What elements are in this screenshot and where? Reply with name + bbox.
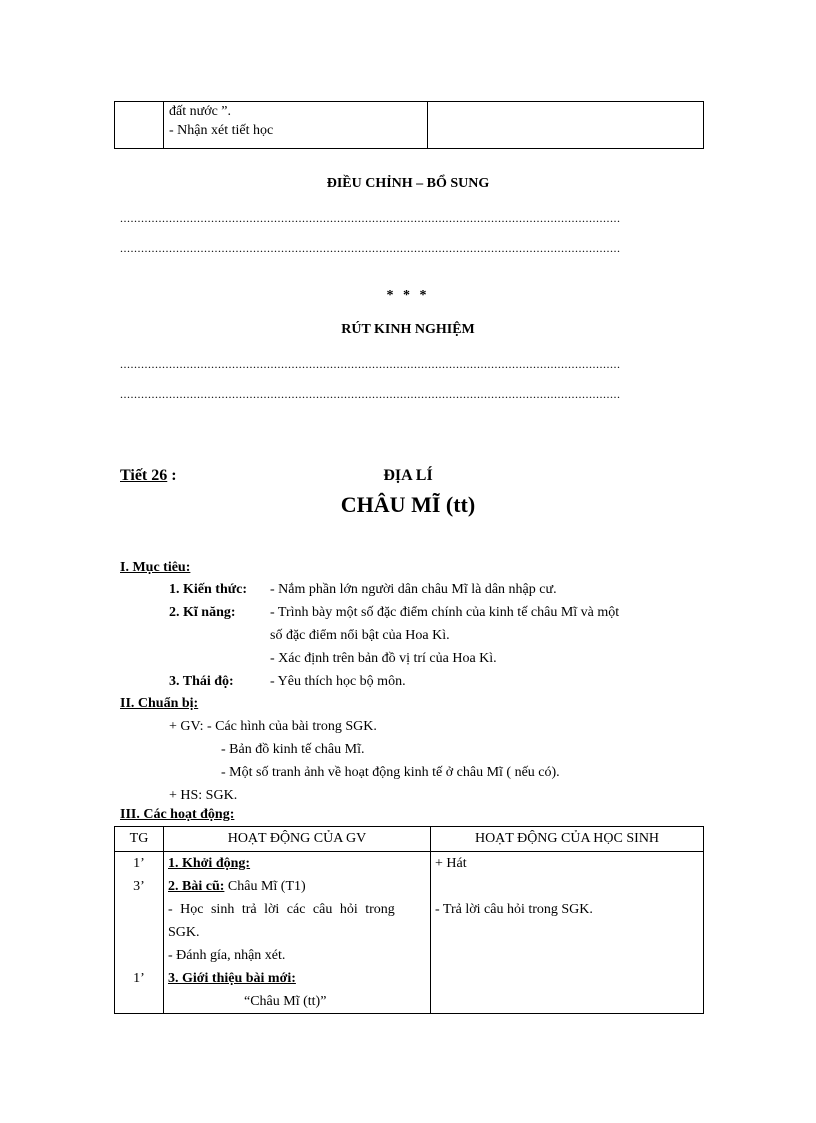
activities-heading-text: III. Các hoạt động: xyxy=(120,807,235,822)
gv-step: - Đánh gía, nhận xét. xyxy=(168,948,286,963)
intro-text: “Châu Mĩ (tt)” xyxy=(244,994,327,1009)
attitude-label: 3. Thái độ: xyxy=(169,674,234,689)
gv-step: SGK. xyxy=(168,925,200,940)
skills-text: - Xác định trên bản đồ vị trí của Hoa Kì. xyxy=(270,651,497,666)
skills-text: - Trình bày một số đặc điểm chính của kinh tế châu Mĩ và một xyxy=(270,605,620,620)
review-text: Châu Mĩ (T1) xyxy=(224,879,306,894)
prep-hs: + HS: SGK. xyxy=(169,788,238,803)
dotted-line: ............................................................................................................................................... xyxy=(120,387,621,401)
cell-line: đất nước ”. xyxy=(169,104,232,119)
tg-value: 1’ xyxy=(133,856,145,871)
adjust-title: ĐIỀU CHỈNH – BỔ SUNG xyxy=(326,176,490,191)
activities-table xyxy=(114,826,704,1014)
tg-value: 1’ xyxy=(133,971,145,986)
spacer xyxy=(115,921,163,944)
hs-step: + Hát xyxy=(435,856,467,871)
tg-cell xyxy=(115,102,164,149)
subject-title: ĐỊA LÍ xyxy=(383,467,433,484)
spacer xyxy=(115,898,163,921)
activities-heading xyxy=(120,807,234,823)
period-suffix: : xyxy=(167,467,177,484)
knowledge-label: 1. Kiến thức: xyxy=(169,582,248,597)
student-cell xyxy=(428,102,704,149)
continuation-table xyxy=(114,101,704,149)
lesson-title: CHÂU MĨ (tt) xyxy=(340,492,476,517)
prep-gv: + GV: - Các hình của bài trong SGK. xyxy=(169,719,377,734)
skills-label: 2. Kĩ năng: xyxy=(169,605,236,620)
dotted-line: ............................................................................................................................................... xyxy=(120,211,621,225)
intro-label: 3. Giới thiệu bài mới: xyxy=(168,971,296,986)
spacer xyxy=(431,875,703,898)
gv-step: - Học sinh trả lời các câu hỏi trong xyxy=(168,902,395,917)
hs-step: - Trả lời câu hỏi trong SGK. xyxy=(435,902,593,917)
prep-gv-item: - Một số tranh ảnh về hoạt động kinh tế ở châu Mĩ ( nếu có). xyxy=(221,765,560,780)
prep-heading: II. Chuẩn bị: xyxy=(120,696,199,711)
gv-column xyxy=(164,852,431,1014)
warmup-label: 1. Khởi động: xyxy=(168,856,251,871)
dotted-line: ............................................................................................................................................... xyxy=(120,357,621,371)
period-label: Tiết 26 xyxy=(120,467,168,484)
review-label: 2. Bài cũ: xyxy=(168,879,225,894)
dotted-line: ............................................................................................................................................... xyxy=(120,241,621,255)
experience-title: RÚT KINH NGHIỆM xyxy=(341,322,475,337)
tg-column xyxy=(115,852,164,1014)
teacher-cell xyxy=(164,102,428,149)
hs-column xyxy=(431,852,704,1014)
review-line xyxy=(164,875,430,898)
prep-gv-item: - Bản đồ kinh tế châu Mĩ. xyxy=(221,742,365,757)
separator: * * * xyxy=(386,288,430,303)
objectives-heading: I. Mục tiêu: xyxy=(120,560,191,575)
cell-line: - Nhận xét tiết học xyxy=(169,123,274,138)
col-header-hs: HOẠT ĐỘNG CỦA HỌC SINH xyxy=(431,827,704,852)
tg-value: 3’ xyxy=(133,879,145,894)
spacer xyxy=(115,944,163,967)
skills-text: số đặc điểm nổi bật của Hoa Kì. xyxy=(270,628,450,643)
col-header-tg: TG xyxy=(115,827,164,852)
col-header-gv: HOẠT ĐỘNG CỦA GV xyxy=(164,827,431,852)
knowledge-text: - Nắm phần lớn người dân châu Mĩ là dân nhập cư. xyxy=(270,582,557,597)
attitude-text: - Yêu thích học bộ môn. xyxy=(270,674,406,689)
